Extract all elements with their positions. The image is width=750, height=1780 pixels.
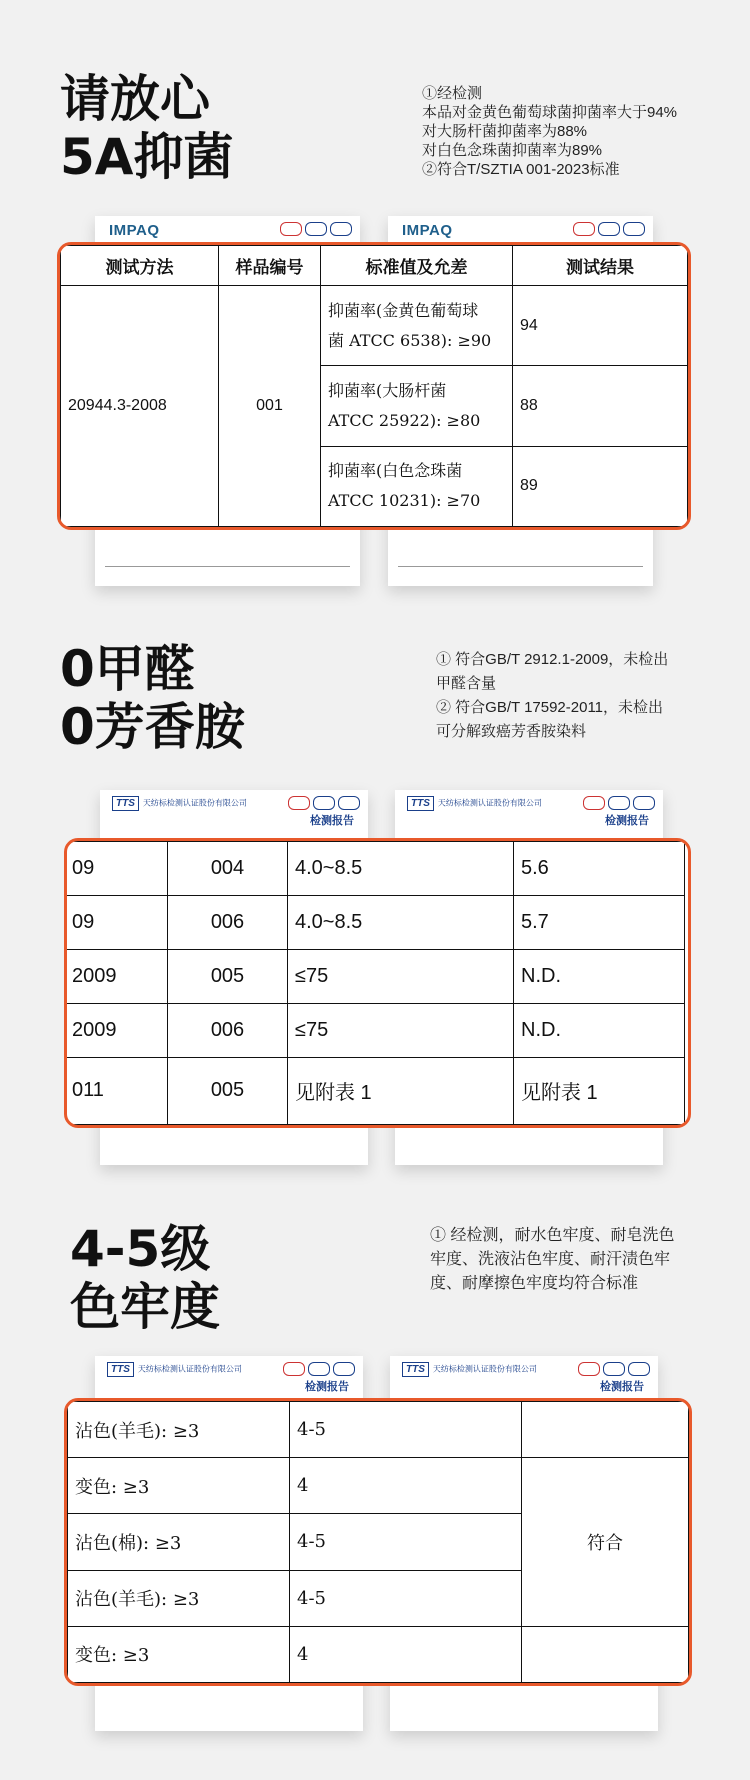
cert-marks [570, 222, 645, 238]
header-cell: 标准值及允差 [321, 246, 513, 286]
cert-marks [580, 796, 655, 812]
table-row [65, 842, 685, 896]
table-row [68, 1458, 689, 1514]
section3-title-line2: 色牢度 [70, 1278, 220, 1336]
standard-cell: ≤75 [288, 1003, 514, 1057]
result-cell: 94 [513, 286, 688, 366]
result-cell: 4 [290, 1458, 522, 1514]
section2-title-line1: 0甲醛 [60, 640, 195, 698]
result-cell: 4-5 [290, 1514, 522, 1570]
standard-line: 抑菌率(白色念珠菌 [328, 461, 463, 481]
note-line: 可分解致癌芳香胺染料 [436, 723, 587, 740]
formaldehyde-table [64, 841, 685, 1125]
note-line: ① 符合GB/T 2912.1-2009，未检出 [436, 651, 669, 668]
result-cell: 4-5 [290, 1570, 522, 1626]
sample-cell: 005 [168, 949, 288, 1003]
report-label: 检测报告 [305, 1380, 349, 1393]
tts-logo [407, 796, 542, 811]
table-row [65, 895, 685, 949]
section-color-fastness [0, 1180, 750, 1780]
result-cell: N.D. [514, 949, 685, 1003]
report-label: 检测报告 [600, 1380, 644, 1393]
org-name: 天纺标检测认证股份有限公司 [142, 798, 247, 808]
antibacterial-table-card [57, 242, 691, 530]
table-row [65, 1057, 685, 1124]
standard-cell [321, 286, 513, 366]
fastness-table [67, 1401, 689, 1683]
method-cell: 09 [65, 895, 168, 949]
impaq-logo: IMPAQ [402, 222, 453, 239]
report-label: 检测报告 [310, 814, 354, 827]
verdict-cell: 符合 [522, 1458, 689, 1627]
note-line: 对白色念珠菌抑菌率为89% [422, 142, 603, 159]
method-cell: 2009 [65, 949, 168, 1003]
cert-marks [285, 796, 360, 812]
org-name: 天纺标检测认证股份有限公司 [437, 798, 542, 808]
org-name: 天纺标检测认证股份有限公司 [137, 1364, 242, 1374]
section2-title [60, 640, 245, 756]
tts-logo-mark: TTS [402, 1362, 429, 1377]
tts-logo-mark: TTS [107, 1362, 134, 1377]
section3-title [70, 1220, 220, 1336]
note-line: 甲醛含量 [436, 675, 497, 692]
fastness-table-card [64, 1398, 692, 1686]
org-name: 天纺标检测认证股份有限公司 [432, 1364, 537, 1374]
note-line: 牢度、洗液沾色牢度、耐汗渍色牢 [430, 1251, 671, 1268]
section1-title-line1: 请放心 [60, 70, 210, 128]
result-cell: 见附表 1 [514, 1057, 685, 1124]
section-antibacterial [0, 0, 750, 600]
formaldehyde-table-card [64, 838, 691, 1128]
note-line: 对大肠杆菌抑菌率为88% [422, 123, 588, 140]
standard-cell: ≤75 [288, 949, 514, 1003]
impaq-logo: IMPAQ [109, 222, 160, 239]
section3-title-line1: 4-5级 [70, 1220, 211, 1278]
header-cell: 测试方法 [61, 246, 219, 286]
result-cell: 5.6 [514, 842, 685, 896]
result-cell: N.D. [514, 1003, 685, 1057]
table-row [68, 1402, 689, 1458]
section2-title-line2: 0芳香胺 [60, 698, 245, 756]
standard-line: ATCC 25922): ≥80 [328, 410, 481, 430]
note-line: ② 符合GB/T 17592-2011，未检出 [436, 699, 664, 716]
cert-marks [280, 1362, 355, 1378]
standard-cell [321, 366, 513, 446]
table-row [61, 286, 688, 366]
standard-cell: 4.0~8.5 [288, 842, 514, 896]
standard-line: ATCC 10231): ≥70 [328, 491, 481, 511]
footer-rule [105, 566, 350, 567]
standard-cell: 沾色(羊毛): ≥3 [68, 1570, 290, 1626]
verdict-cell [522, 1626, 689, 1682]
standard-cell: 4.0~8.5 [288, 895, 514, 949]
tts-logo [107, 1362, 242, 1377]
standard-line: 菌 ATCC 6538): ≥90 [328, 330, 492, 350]
result-cell: 89 [513, 446, 688, 526]
result-cell: 88 [513, 366, 688, 446]
sample-cell: 006 [168, 895, 288, 949]
section1-title [60, 70, 234, 186]
note-line: 度、耐摩擦色牢度均符合标准 [430, 1275, 639, 1292]
tts-logo [112, 796, 247, 811]
table-row [65, 949, 685, 1003]
footer-rule [398, 566, 643, 567]
standard-cell: 变色: ≥3 [68, 1626, 290, 1682]
method-cell: 09 [65, 842, 168, 896]
result-cell: 4-5 [290, 1402, 522, 1458]
standard-cell: 变色: ≥3 [68, 1458, 290, 1514]
standard-line: 抑菌率(大肠杆菌 [328, 380, 447, 400]
cert-marks [575, 1362, 650, 1378]
table-row [65, 1003, 685, 1057]
table-header-row [61, 246, 688, 286]
report-label: 检测报告 [605, 814, 649, 827]
tts-logo-mark: TTS [112, 796, 139, 811]
cert-marks [277, 222, 352, 238]
standard-cell [321, 446, 513, 526]
section2-notes [436, 648, 668, 744]
standard-cell: 见附表 1 [288, 1057, 514, 1124]
note-line: 本品对金黄色葡萄球菌抑菌率大于94% [422, 104, 678, 121]
method-cell: 011 [65, 1057, 168, 1124]
method-cell: 20944.3-2008 [61, 286, 219, 527]
header-cell: 测试结果 [513, 246, 688, 286]
method-cell: 2009 [65, 1003, 168, 1057]
standard-cell: 沾色(羊毛): ≥3 [68, 1402, 290, 1458]
tts-logo-mark: TTS [407, 796, 434, 811]
verdict-cell [522, 1402, 689, 1458]
sample-cell: 005 [168, 1057, 288, 1124]
tts-logo [402, 1362, 537, 1377]
sample-cell: 001 [219, 286, 321, 527]
section1-title-line2: 5A抑菌 [60, 128, 234, 186]
note-line: ②符合T/SZTIA 001-2023标准 [422, 161, 620, 178]
note-line: ①经检测 [422, 85, 483, 102]
antibacterial-table [60, 245, 688, 527]
standard-line: 抑菌率(金黄色葡萄球 [328, 300, 479, 320]
result-cell: 5.7 [514, 895, 685, 949]
section-formaldehyde [0, 600, 750, 1180]
result-cell: 4 [290, 1626, 522, 1682]
sample-cell: 004 [168, 842, 288, 896]
note-line: ① 经检测，耐水色牢度、耐皂洗色 [430, 1227, 675, 1244]
table-row [68, 1626, 689, 1682]
header-cell: 样品编号 [219, 246, 321, 286]
section1-notes [422, 84, 677, 179]
section3-notes [430, 1224, 674, 1296]
sample-cell: 006 [168, 1003, 288, 1057]
standard-cell: 沾色(棉): ≥3 [68, 1514, 290, 1570]
